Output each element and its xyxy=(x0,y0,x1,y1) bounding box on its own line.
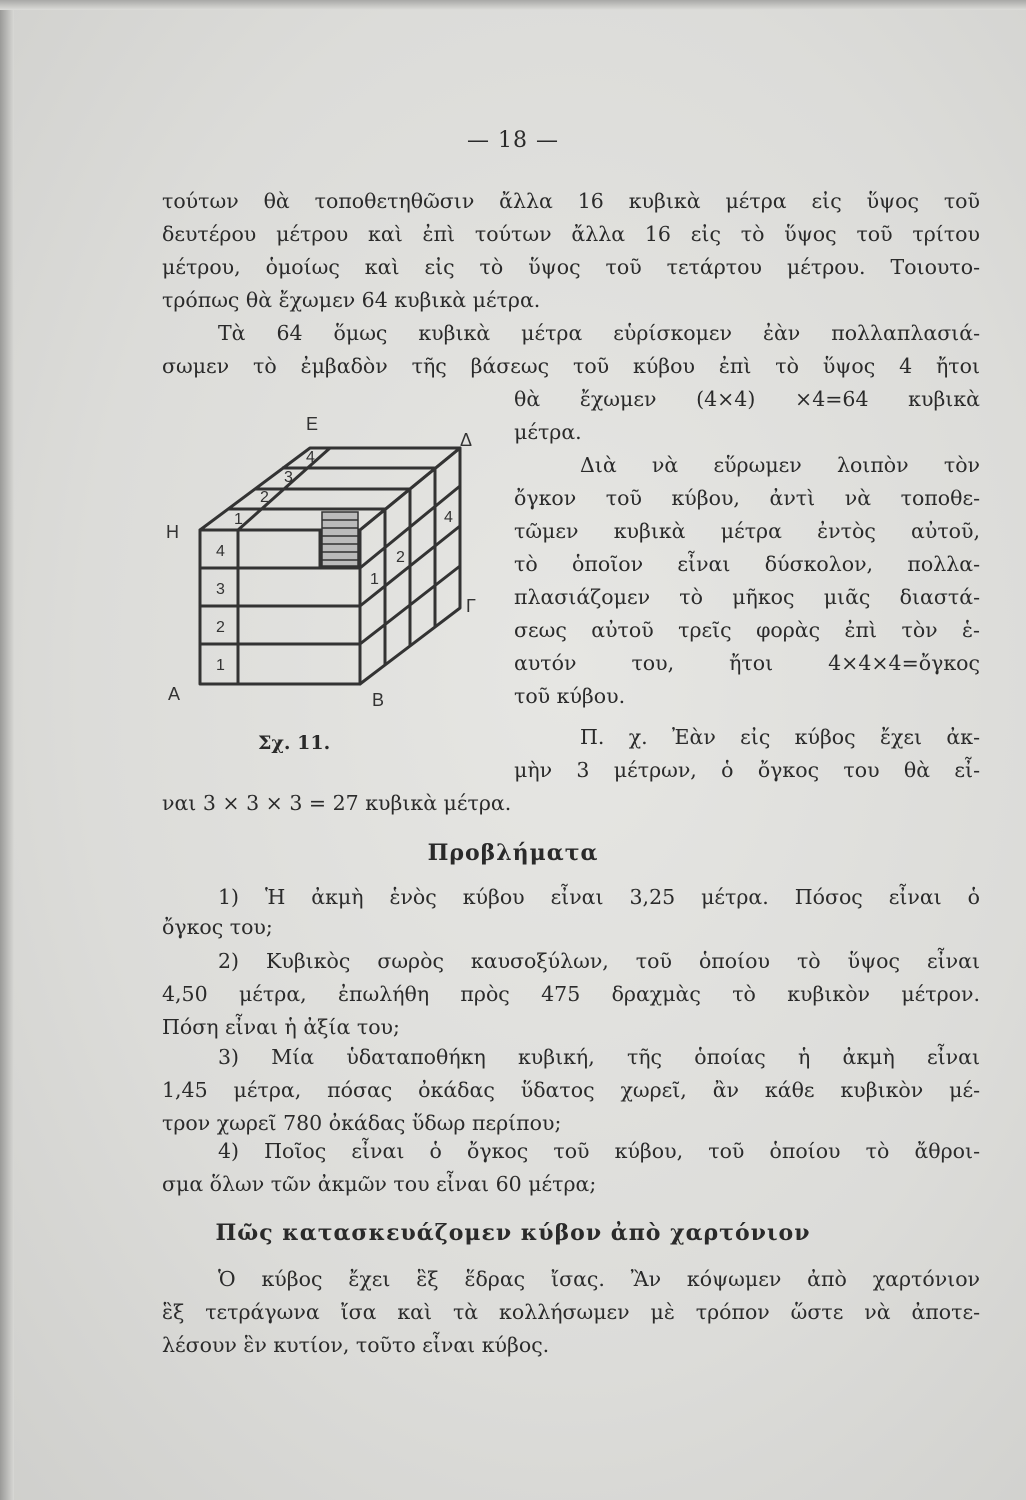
text-line: αυτόν του, ἤτοι 4×4×4=ὄγκος xyxy=(514,651,980,675)
problem-4-line-1: 4) Ποῖος εἶναι ὁ ὄγκος τοῦ κύβου, τοῦ ὁποίου τὸ ἄθροι- xyxy=(218,1139,980,1163)
top-number: 2 xyxy=(260,489,269,506)
top-number: 4 xyxy=(306,449,315,466)
text-line: μὴν 3 μέτρων, ὁ ὄγκος του θὰ εἶ- xyxy=(514,758,980,782)
problem-2-line-3: Πόση εἶναι ἡ ἀξία του; xyxy=(162,1015,400,1039)
label-eta: Η xyxy=(166,522,179,542)
text-line: τοῦ κύβου. xyxy=(514,684,626,708)
text-line: σωμεν τὸ ἐμβαδὸν τῆς βάσεως τοῦ κύβου ἐπὶ τὸ ὕψος 4 ἤτοι xyxy=(162,354,980,378)
section-heading: Πῶς κατασκευάζομεν κύβον ἀπὸ χαρτόνιον xyxy=(215,1220,811,1246)
label-gamma: Γ xyxy=(466,596,476,616)
problem-2-line-1: 2) Κυβικὸς σωρὸς καυσοξύλων, τοῦ ὁποίου τὸ ὕψος εἶναι xyxy=(218,949,980,973)
figure-caption: Σχ. 11. xyxy=(258,732,331,754)
top-number: 3 xyxy=(284,469,293,486)
front-number: 1 xyxy=(216,657,225,674)
section-line: Ὁ κύβος ἔχει ἓξ ἕδρας ἴσας. Ἂν κόψωμεν ἀπὸ χαρτόνιον xyxy=(218,1267,980,1291)
side-number: 2 xyxy=(396,549,405,566)
problem-1-line-1: 1) Ἡ ἀκμὴ ἑνὸς κύβου εἶναι 3,25 μέτρα. Πόσος εἶναι ὁ xyxy=(218,885,980,909)
text-line: πλασιάζομεν τὸ μῆκος μιᾶς διαστά- xyxy=(514,585,980,609)
label-epsilon: Ε xyxy=(306,414,319,434)
text-line: τὸ ὁποῖον εἶναι δύσκολον, πολλα- xyxy=(514,552,980,576)
text-line: μέτρα. xyxy=(514,420,582,444)
label-beta: Β xyxy=(372,690,385,710)
text-line: θὰ ἔχωμεν (4×4) ×4=64 κυβικὰ xyxy=(514,387,980,411)
top-number: 1 xyxy=(234,511,243,528)
text-line: ναι 3 × 3 × 3 = 27 κυβικὰ μέτρα. xyxy=(162,791,512,815)
problem-3-line-1: 3) Μία ὑδαταποθήκη κυβική, τῆς ὁποίας ἡ ἀκμὴ εἶναι xyxy=(218,1045,980,1069)
page-shadow-top xyxy=(0,0,1026,10)
text-line: Π. χ. Ἐὰν εἰς κύβος ἔχει ἀκ- xyxy=(580,725,980,749)
page-shadow-left xyxy=(0,0,14,1500)
text-line: μέτρου, ὁμοίως καὶ εἰς τὸ ὕψος τοῦ τετάρτου μέτρου. Τοιουτο- xyxy=(162,255,980,279)
problem-3-line-2: 1,45 μέτρα, πόσας ὀκάδας ὕδατος χωρεῖ, ἂν κάθε κυβικὸν μέ- xyxy=(162,1078,980,1102)
text-line: Τὰ 64 ὅμως κυβικὰ μέτρα εὑρίσκομεν ἐὰν πολλαπλασιά- xyxy=(218,321,980,345)
front-number: 4 xyxy=(216,543,225,560)
cube-figure xyxy=(160,412,480,722)
problem-2-line-2: 4,50 μέτρα, ἐπωλήθη πρὸς 475 δραχμὰς τὸ κυβικὸν μέτρον. xyxy=(162,982,980,1006)
problems-heading: Προβλήματα xyxy=(427,840,599,866)
side-number: 4 xyxy=(444,509,453,526)
text-line: τῶμεν κυβικὰ μέτρα ἐντὸς αὐτοῦ, xyxy=(514,519,980,543)
text-line: σεως αὐτοῦ τρεῖς φορὰς ἐπὶ τὸν ἑ- xyxy=(514,618,980,642)
text-line: τρόπως θὰ ἔχωμεν 64 κυβικὰ μέτρα. xyxy=(162,288,541,312)
front-number: 2 xyxy=(216,619,225,636)
section-line: λέσουν ἓν κυτίον, τοῦτο εἶναι κύβος. xyxy=(162,1333,550,1357)
side-number: 1 xyxy=(370,571,379,588)
text-line: δευτέρου μέτρου καὶ ἐπὶ τούτων ἄλλα 16 εἰς τὸ ὕψος τοῦ τρίτου xyxy=(162,222,980,246)
text-line: τούτων θὰ τοποθετηθῶσιν ἄλλα 16 κυβικὰ μέτρα εἰς ὕψος τοῦ xyxy=(162,189,980,213)
unit-cube-hatched xyxy=(322,512,358,566)
text-line: Διὰ νὰ εὕρωμεν λοιπὸν τὸν xyxy=(580,453,980,477)
text-line: ὄγκον τοῦ κύβου, ἀντὶ νὰ τοποθε- xyxy=(514,486,980,510)
problem-4-line-2: σμα ὅλων τῶν ἀκμῶν του εἶναι 60 μέτρα; xyxy=(162,1172,597,1196)
problem-3-line-3: τρον χωρεῖ 780 ὀκάδας ὕδωρ περίπου; xyxy=(162,1111,562,1135)
label-delta: Δ xyxy=(460,430,473,450)
front-number: 3 xyxy=(216,581,225,598)
label-alpha: Α xyxy=(168,684,181,704)
page-number: — 18 — xyxy=(467,128,559,153)
section-line: ἓξ τετράγωνα ἴσα καὶ τὰ κολλήσωμεν μὲ τρόπον ὥστε νὰ ἀποτε- xyxy=(162,1300,980,1324)
problem-1-line-2: ὄγκος του; xyxy=(162,915,273,939)
